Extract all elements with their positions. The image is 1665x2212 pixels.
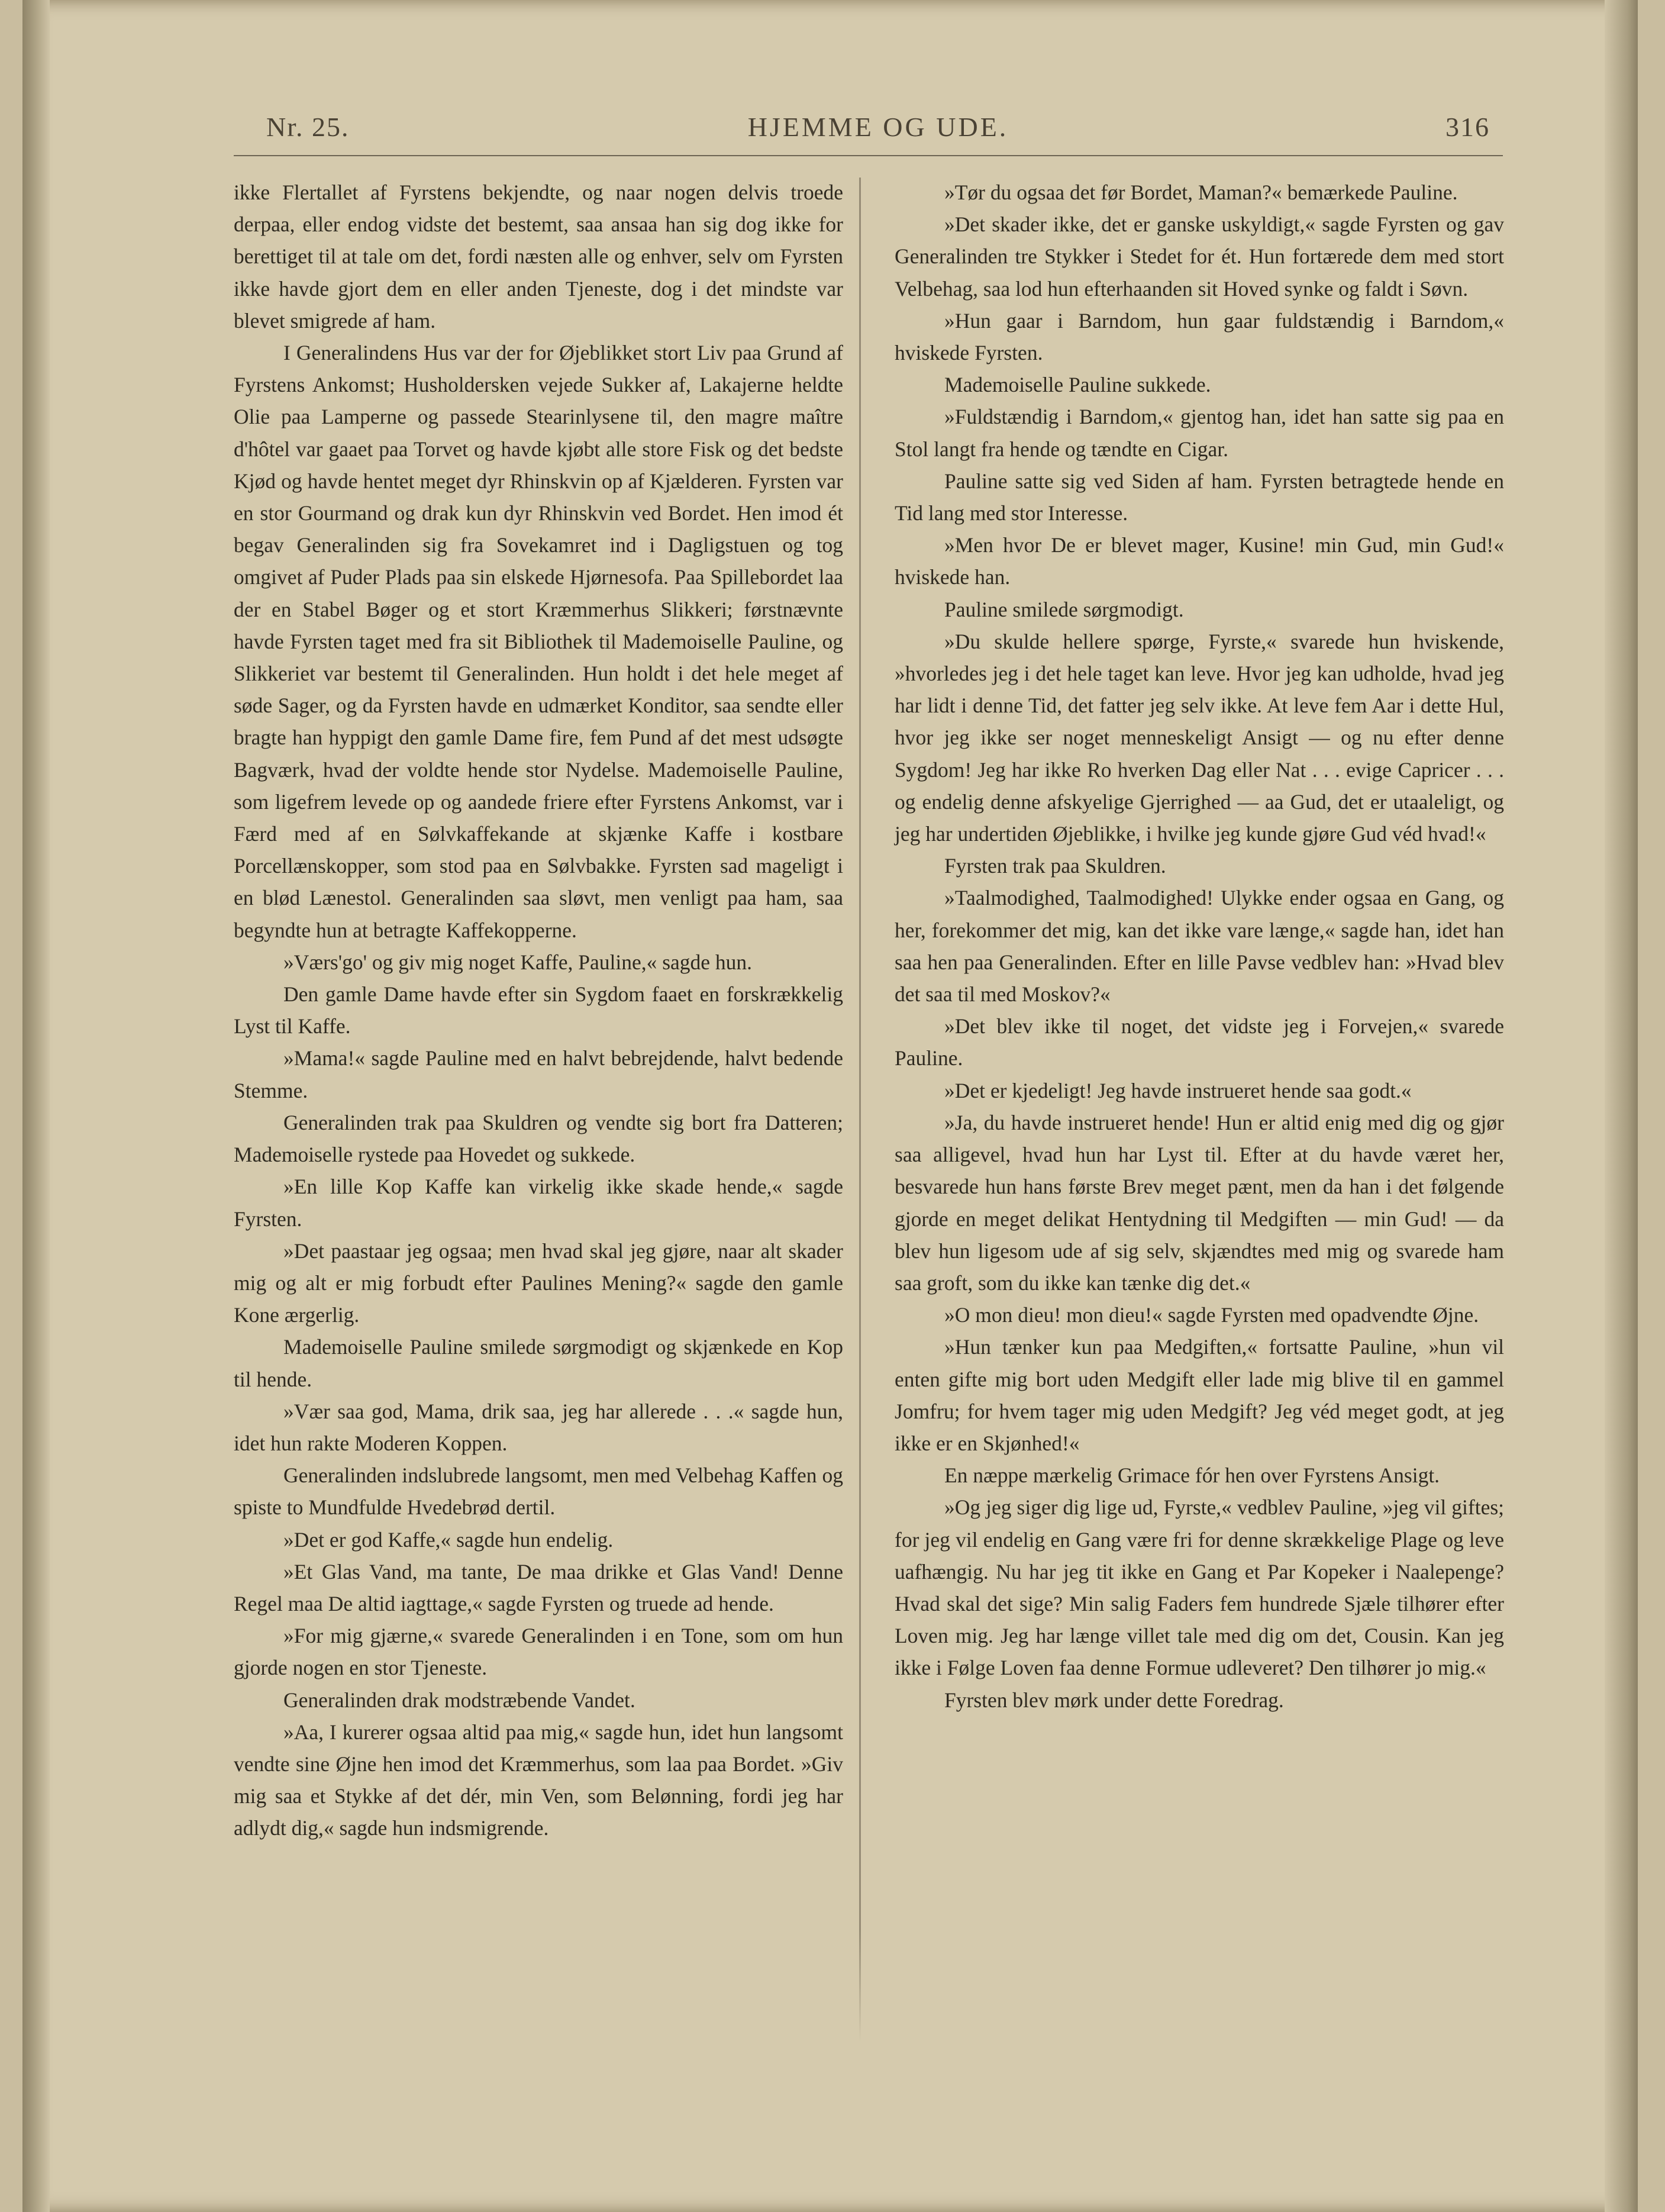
paragraph: »En lille Kop Kaffe kan virkelig ikke skade hende,« sagde Fyrsten. xyxy=(234,1175,843,1231)
paragraph: »Det er kjedeligt! Jeg havde instrueret hende saa godt.« xyxy=(944,1078,1412,1102)
paragraph: »For mig gjærne,« svarede Generalinden i en Tone, som om hun gjorde nogen en stor Tjeneste. xyxy=(234,1624,843,1680)
paragraph: »Værs'go' og giv mig noget Kaffe, Pauline,« sagde hun. xyxy=(283,950,753,974)
page-edge xyxy=(1605,0,1638,2212)
paragraph: »O mon dieu! mon dieu!« sagde Fyrsten med opadvendte Øjne. xyxy=(944,1303,1479,1327)
left-column xyxy=(234,176,843,1845)
paragraph: En næppe mærkelig Grimace fór hen over Fyrstens Ansigt. xyxy=(944,1463,1440,1488)
paragraph: »Taalmodighed, Taalmodighed! Ulykke ender ogsaa en Gang, og her, forekommer det mig, kan det ikke vare længe,« sagde han, idet han saa hen paa Generalinden. Efter en lille Pavse vedblev han: »Hvad blev det saa til med Moskov?« xyxy=(895,886,1504,1007)
paragraph: »Du skulde hellere spørge, Fyrste,« svarede hun hviskende, »hvorledes jeg i det hele taget kan leve. Hvor jeg kan udholde, hvad jeg har lidt i denne Tid, det fatter jeg selv ikke. At leve fem Aar i dette Hul, hvor jeg ikke ser noget menneskeligt Ansigt — og nu efter denne Sygdom! Jeg har ikke Ro hverken Dag eller Nat . . . evige Capricer . . . og endelig denne afskyelige Gjerrighed — aa Gud, det er utaaleligt, og jeg har undertiden Øjeblikke, i hvilke jeg kunde gjøre Gud véd hvad!« xyxy=(895,629,1504,846)
paragraph: Den gamle Dame havde efter sin Sygdom faaet en forskrækkelig Lyst til Kaffe. xyxy=(234,982,843,1039)
paragraph: ikke Flertallet af Fyrstens bekjendte, og naar nogen delvis troede derpaa, eller endog vidste det bestemt, saa ansaa han sig dog ikke for berettiget til at tale om det, fordi næsten alle og enhver, selv om Fyrsten ikke havde gjort dem en eller anden Tjeneste, dog i det mindste var blevet smigrede af ham. xyxy=(234,180,843,333)
paragraph: »Hun tænker kun paa Medgiften,« fortsatte Pauline, »hun vil enten gifte mig bort uden Medgift eller lade mig blive til en gammel Jomfru; for hvem tager mig uden Medgift? Jeg véd meget godt, at jeg ikke er en Skjønhed!« xyxy=(895,1335,1504,1455)
paragraph: Pauline smilede sørgmodigt. xyxy=(944,597,1184,621)
paragraph: Generalinden trak paa Skuldren og vendte sig bort fra Datteren; Mademoiselle rystede paa Hovedet og sukkede. xyxy=(234,1110,843,1167)
paragraph: »Hun gaar i Barndom, hun gaar fuldstændig i Barndom,« hviskede Fyrsten. xyxy=(895,308,1504,365)
binding-gutter xyxy=(22,0,50,2212)
right-column xyxy=(895,176,1504,1716)
paragraph: »Det blev ikke til noget, det vidste jeg i Forvejen,« svarede Pauline. xyxy=(895,1014,1504,1070)
paragraph: Pauline satte sig ved Siden af ham. Fyrsten betragtede hende en Tid lang med stor Interesse. xyxy=(895,469,1504,525)
paragraph: »Vær saa god, Mama, drik saa, jeg har allerede . . .« sagde hun, idet hun rakte Moderen Koppen. xyxy=(234,1399,843,1455)
paragraph: Fyrsten blev mørk under dette Foredrag. xyxy=(944,1688,1284,1712)
page-number: 316 xyxy=(1445,112,1490,142)
paragraph: »Ja, du havde instrueret hende! Hun er altid enig med dig og gjør saa alligevel, hvad hun har Lyst til. Efter at du havde været her, besvarede hun hans første Brev meget pænt, men da han i det følgende gjorde en meget delikat Hentydning til Medgiften — min Gud! — da blev hun ligesom ude af sig selv, skjændtes med mig og svarede ham saa groft, som du ikke kan tænke dig det.« xyxy=(895,1110,1504,1295)
header-rule xyxy=(234,155,1503,156)
paragraph: »Mama!« sagde Pauline med en halvt bebrejdende, halvt bedende Stemme. xyxy=(234,1046,843,1102)
paragraph: Fyrsten trak paa Skuldren. xyxy=(944,854,1166,878)
paragraph: »Et Glas Vand, ma tante, De maa drikke et Glas Vand! Denne Regel maa De altid iagttage,« sagde Fyrsten og truede ad hende. xyxy=(234,1559,843,1616)
paragraph: »Men hvor De er blevet mager, Kusine! min Gud, min Gud!« hviskede han. xyxy=(895,533,1504,589)
paragraph: Mademoiselle Pauline sukkede. xyxy=(944,373,1211,397)
paragraph: »Og jeg siger dig lige ud, Fyrste,« vedblev Pauline, »jeg vil giftes; for jeg vil endelig en Gang være fri for denne skrækkelige Plage og leve uafhængig. Nu har jeg tit ikke en Gang et Par Kopeker i Naalepenge? Hvad skal det sige? Min salig Faders fem hundrede Sjæle tilhører efter Loven mig. Jeg har længe villet tale med dig om det, Cousin. Kan jeg ikke i Følge Loven faa denne Formue udleveret? Den tilhører jo mig.« xyxy=(895,1495,1504,1680)
running-header xyxy=(254,111,1502,153)
column-divider xyxy=(859,178,861,2042)
issue-number: Nr. 25. xyxy=(266,112,350,142)
paragraph: »Fuldstændig i Barndom,« gjentog han, idet han satte sig paa en Stol langt fra hende og tændte en Cigar. xyxy=(895,405,1504,461)
paragraph: Generalinden indslubrede langsomt, men med Velbehag Kaffen og spiste to Mundfulde Hvedebrød dertil. xyxy=(234,1463,843,1520)
paragraph: »Det er god Kaffe,« sagde hun endelig. xyxy=(283,1527,614,1552)
paragraph: »Det skader ikke, det er ganske uskyldigt,« sagde Fyrsten og gav Generalinden tre Stykker i Stedet for ét. Hun fortærede dem med stort Velbehag, saa lod hun efterhaanden sit Hoved synke og faldt i Søvn. xyxy=(895,212,1504,301)
paragraph: I Generalindens Hus var der for Øjeblikket stort Liv paa Grund af Fyrstens Ankomst; Husholdersken vejede Sukker af, Lakajerne heldte Olie paa Lamperne og passede Stearinlysene til, den magre maître d'hôtel var gaaet paa Torvet og havde kjøbt alle store Fisk og det bedste Kjød og havde hentet meget dyr Rhinskvin op af Kjælderen. Fyrsten var en stor Gourmand og drak kun dyr Rhinskvin ved Bordet. Hen imod ét begav Generalinden sig fra Sovekamret ind i Dagligstuen og tog omgivet af Puder Plads paa sin elskede Hjørnesofa. Paa Spillebordet laa der en Stabel Bøger og et stort Kræmmerhus Slikkeri; førstnævnte havde Fyrsten taget med fra sit Bibliothek til Mademoiselle Pauline, og Slikkeriet var bestemt til Generalinden. Hun holdt i det hele meget af søde Sager, og da Fyrsten havde en udmærket Konditor, saa sendte eller bragte han hyppigt den gamle Dame fire, fem Pund af det mest udsøgte Bagværk, hvad der voldte hende stor Nydelse. Mademoiselle Pauline, som ligefrem levede op og aandede friere efter Fyrstens Ankomst, var i Færd med af en Sølvkaffekande at skjænke Kaffe i kostbare Porcellænskopper, som stod paa en Sølvbakke. Fyrsten sad mageligt i en blød Lænestol. Generalinden saa sløvt, men venligt paa ham, saa begyndte hun at betragte Kaffekopperne. xyxy=(234,341,843,942)
paragraph: Mademoiselle Pauline smilede sørgmodigt og skjænkede en Kop til hende. xyxy=(234,1335,843,1391)
paragraph: »Tør du ogsaa det før Bordet, Maman?« bemærkede Pauline. xyxy=(944,180,1458,204)
paragraph: Generalinden drak modstræbende Vandet. xyxy=(283,1688,635,1712)
journal-title: HJEMME OG UDE. xyxy=(747,112,1009,142)
paragraph: »Aa, I kurerer ogsaa altid paa mig,« sagde hun, idet hun langsomt vendte sine Øjne hen imod det Kræmmerhus, som laa paa Bordet. »Giv mig saa et Stykke af det dér, min Ven, som Belønning, fordi jeg har adlydt dig,« sagde hun indsmigrende. xyxy=(234,1720,843,1840)
paragraph: »Det paastaar jeg ogsaa; men hvad skal jeg gjøre, naar alt skader mig og alt er mig forbudt efter Paulines Mening?« sagde den gamle Kone ærgerlig. xyxy=(234,1239,843,1327)
